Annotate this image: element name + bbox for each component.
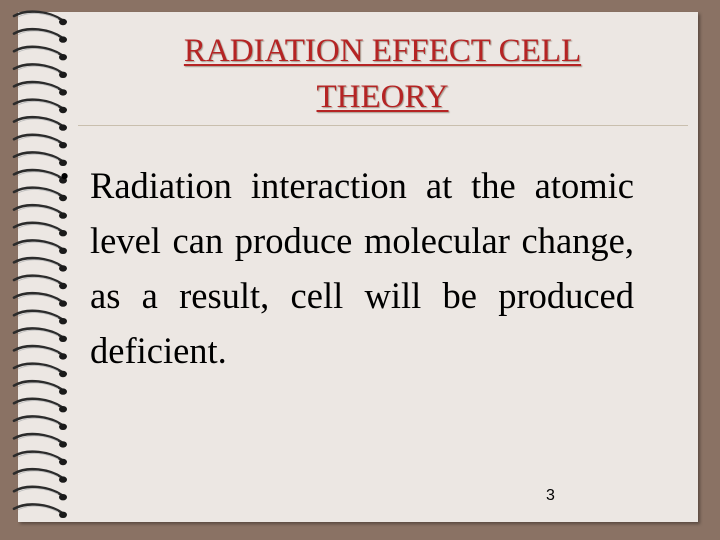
binding-hole	[59, 142, 67, 148]
binding-hole	[59, 54, 67, 60]
slide-title	[100, 28, 665, 120]
binding-hole	[59, 283, 67, 289]
binding-hole	[59, 424, 67, 430]
binding-hole	[59, 353, 67, 359]
binding-hole	[59, 336, 67, 342]
binding-hole	[59, 441, 67, 447]
slide-title-line-2: THEORY	[316, 79, 449, 115]
bullet-dot-icon: •	[60, 162, 70, 191]
binding-hole	[59, 494, 67, 500]
binding-hole	[59, 512, 67, 518]
binding-hole	[59, 212, 67, 218]
binding-hole	[59, 195, 67, 201]
binding-hole	[59, 300, 67, 306]
binding-hole	[59, 36, 67, 42]
slide-title-line-1: RADIATION EFFECT CELL	[183, 33, 582, 69]
binding-hole	[59, 248, 67, 254]
binding-hole	[59, 19, 67, 25]
page-number: 3	[546, 487, 555, 504]
binding-hole	[59, 388, 67, 394]
bullet-text: Radiation interaction at the atomic level can produce molecular change, as a result, cell will be produced deficient.	[90, 165, 634, 371]
binding-hole	[59, 371, 67, 377]
binding-hole	[59, 230, 67, 236]
binding-hole	[59, 406, 67, 412]
binding-hole	[59, 265, 67, 271]
binding-hole	[59, 72, 67, 78]
binding-hole	[59, 124, 67, 130]
binding-hole	[59, 89, 67, 95]
binding-hole	[59, 476, 67, 482]
binding-hole	[59, 459, 67, 465]
spiral-binding-icon	[0, 0, 80, 540]
binding-hole	[59, 107, 67, 113]
title-divider	[78, 125, 688, 126]
binding-hole	[59, 318, 67, 324]
